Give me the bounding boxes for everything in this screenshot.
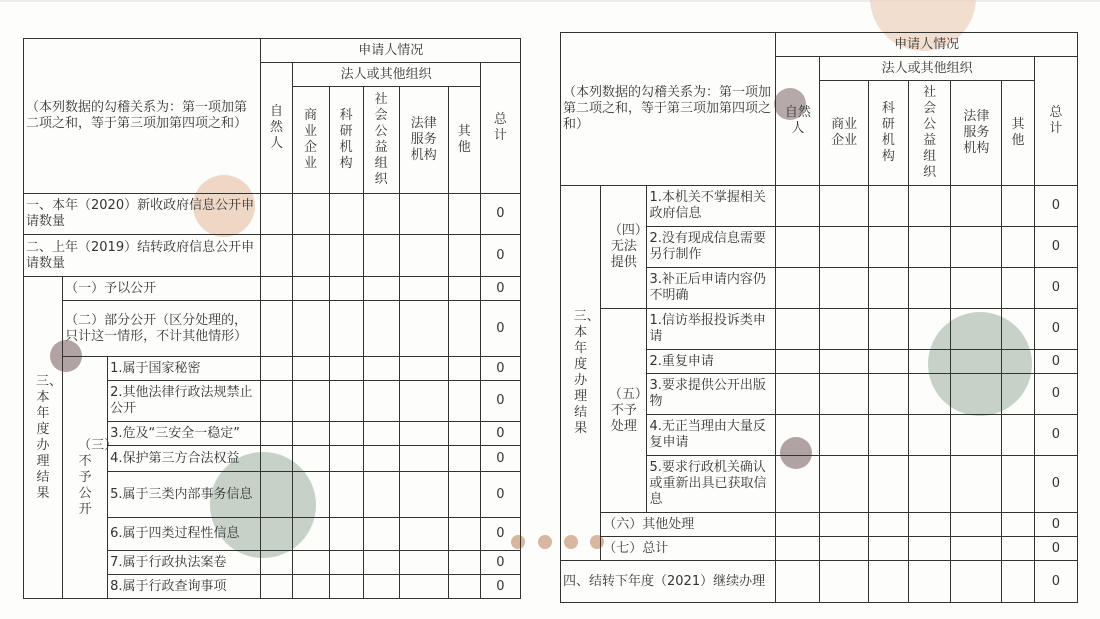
legal-service-header: 法律服务机构 xyxy=(951,81,1002,186)
list-item-total: 0 xyxy=(480,472,520,518)
list-item: 5.属于三类内部事务信息 xyxy=(108,472,261,518)
new-applications-label: 一、本年（2020）新收政府信息公开申请数量 xyxy=(24,194,261,235)
legal-group-header: 法人或其他组织 xyxy=(292,63,480,87)
list-item-total: 0 xyxy=(480,357,520,381)
list-item: 6.属于四类过程性信息 xyxy=(108,518,261,551)
list-item-total: 0 xyxy=(480,446,520,472)
right-statistics-table xyxy=(560,32,1078,603)
unable-provide-label: （四）无法提供 xyxy=(601,186,647,309)
list-item: 4.保护第三方合法权益 xyxy=(108,446,261,472)
natural-person-header: 自然人 xyxy=(261,63,292,194)
list-item-total: 0 xyxy=(1034,350,1077,374)
other-process-total: 0 xyxy=(1034,513,1077,537)
list-item: 5.要求行政机关确认或重新出具已获取信息 xyxy=(647,456,776,513)
carry-forward-label: 四、结转下年度（2021）继续办理 xyxy=(561,561,776,603)
list-item: 2.重复申请 xyxy=(647,350,776,374)
other-process-label: （六）其他处理 xyxy=(601,513,776,537)
list-item-total: 0 xyxy=(1034,268,1077,309)
list-item: 1.本机关不掌握相关政府信息 xyxy=(647,186,776,227)
table-description: （本列数据的勾稽关系为：第一项加第二项之和，等于第三项加第四项之和） xyxy=(24,39,261,194)
list-item: 3.危及“三安全一稳定” xyxy=(108,422,261,446)
public-welfare-header: 社会公益组织 xyxy=(363,87,399,194)
list-item: 3.要求提供公开出版物 xyxy=(647,374,776,415)
other-header: 其他 xyxy=(448,87,480,194)
carry-forward-total: 0 xyxy=(1034,561,1077,603)
new-applications-total: 0 xyxy=(480,194,520,235)
grand-total-label: （七）总计 xyxy=(601,537,776,561)
list-item: 1.信访举报投诉类申请 xyxy=(647,309,776,350)
list-item: 2.其他法律行政法规禁止公开 xyxy=(108,381,261,422)
open-label: （一）予以公开 xyxy=(63,277,261,301)
list-item-total: 0 xyxy=(480,381,520,422)
business-header: 商业企业 xyxy=(820,81,868,186)
applicant-header: 申请人情况 xyxy=(776,33,1078,57)
legal-service-header: 法律服务机构 xyxy=(399,87,448,194)
open-total: 0 xyxy=(480,277,520,301)
carried-applications-label: 二、上年（2019）结转政府信息公开申请数量 xyxy=(24,235,261,277)
section3-label: 三、本年度办理结果 xyxy=(561,186,601,561)
no-open-label: （三）不予公开 xyxy=(63,357,108,599)
list-item: 4.无正当理由大量反复申请 xyxy=(647,415,776,456)
table-description: （本列数据的勾稽关系为：第一项加第二项之和，等于第三项加第四项之和） xyxy=(561,33,776,186)
partial-open-total: 0 xyxy=(480,301,520,357)
partial-open-label: （二）部分公开（区分处理的，只计这一情形，不计其他情形） xyxy=(63,301,261,357)
applicant-header: 申请人情况 xyxy=(261,39,521,63)
list-item-total: 0 xyxy=(1034,374,1077,415)
section3-label: 三、本年度办理结果 xyxy=(24,277,63,599)
business-header: 商业企业 xyxy=(292,87,329,194)
public-welfare-header: 社会公益组织 xyxy=(908,81,950,186)
legal-group-header: 法人或其他组织 xyxy=(820,57,1034,81)
list-item-total: 0 xyxy=(480,518,520,551)
list-item: 7.属于行政执法案卷 xyxy=(108,551,261,575)
no-process-label: （五）不予处理 xyxy=(601,309,647,513)
carried-applications-total: 0 xyxy=(480,235,520,277)
dot-decoration-b xyxy=(538,535,552,549)
total-header: 总计 xyxy=(1034,57,1077,186)
left-statistics-table xyxy=(23,38,521,599)
list-item-total: 0 xyxy=(480,422,520,446)
list-item-total: 0 xyxy=(480,551,520,575)
list-item: 3.补正后申请内容仍不明确 xyxy=(647,268,776,309)
research-header: 科研机构 xyxy=(329,87,363,194)
natural-person-header: 自然人 xyxy=(776,57,820,186)
total-header: 总计 xyxy=(480,63,520,194)
research-header: 科研机构 xyxy=(868,81,908,186)
list-item: 1.属于国家秘密 xyxy=(108,357,261,381)
list-item-total: 0 xyxy=(1034,227,1077,268)
list-item-total: 0 xyxy=(1034,456,1077,513)
list-item-total: 0 xyxy=(480,575,520,599)
grand-total-value: 0 xyxy=(1034,537,1077,561)
other-header: 其他 xyxy=(1002,81,1034,186)
list-item: 8.属于行政查询事项 xyxy=(108,575,261,599)
list-item-total: 0 xyxy=(1034,186,1077,227)
list-item-total: 0 xyxy=(1034,415,1077,456)
list-item-total: 0 xyxy=(1034,309,1077,350)
list-item: 2.没有现成信息需要另行制作 xyxy=(647,227,776,268)
